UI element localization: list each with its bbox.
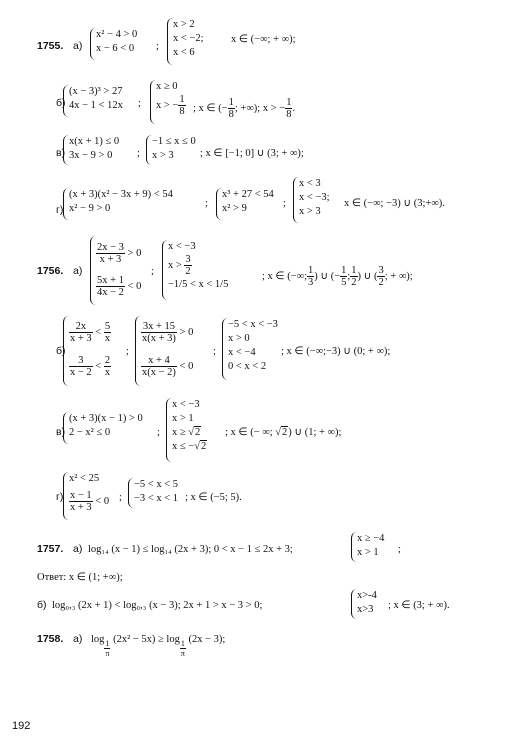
- system: [63, 188, 173, 220]
- answer: x ∈ (−∞; −3) ∪ (3;+∞).: [344, 198, 445, 209]
- system: [63, 412, 143, 444]
- system-line: −1/5 < x < 1/5: [168, 279, 229, 290]
- subpart-label: а): [73, 633, 83, 645]
- system-line: 3x − 9 > 0: [69, 150, 113, 161]
- system-line: x < −3;: [299, 192, 330, 203]
- system-line: x > − $\frac{1}{8}$: [156, 94, 185, 118]
- system-line: (x + 3)(x − 1) > 0: [69, 413, 143, 424]
- system-line: x>3: [357, 604, 374, 615]
- answer: x ∈ (−∞; + ∞);: [231, 34, 296, 45]
- system-line: $\frac{2x - 3}{x + 3}$ > 0: [97, 242, 142, 266]
- system-line: (x + 3)(x² − 3x + 9) < 54: [69, 189, 173, 200]
- problem-number: 1757.: [37, 543, 64, 555]
- system: [90, 236, 141, 305]
- system-line: x < −2;: [173, 33, 204, 44]
- system-line: $\frac{5x + 1}{4x - 2}$ < 0: [97, 275, 142, 299]
- system: [90, 28, 137, 60]
- system: [146, 135, 196, 165]
- separator: ;: [398, 544, 401, 555]
- system-line: 4x − 1 < 12x: [69, 100, 123, 111]
- subpart-label: в): [56, 147, 66, 159]
- problem-number: 1756.: [37, 265, 64, 277]
- subpart-label: г): [56, 491, 64, 503]
- subpart-label: а): [73, 543, 83, 555]
- system: [63, 316, 111, 386]
- subpart-label: б): [56, 97, 66, 109]
- system-line: 0 < x < 2: [228, 361, 267, 372]
- separator: ;: [126, 346, 129, 357]
- system-line: $\frac{3}{x - 2}$ < $\frac{2}{x}$: [70, 355, 111, 379]
- answer: ; x ∈ [−1; 0] ∪ (3; + ∞);: [200, 148, 304, 159]
- problem-number: 1755.: [37, 40, 64, 52]
- system-line: 2 − x² ≤ 0: [69, 427, 111, 438]
- answer-line: Ответ: x ∈ (1; +∞);: [37, 572, 123, 583]
- system: [162, 240, 228, 300]
- system-line: x(x + 1) ≤ 0: [69, 136, 120, 147]
- system-line: x² < 25: [69, 473, 100, 484]
- system-line: x > $\frac{3}{2}$: [168, 254, 191, 278]
- system-line: x < −4: [228, 347, 256, 358]
- answer: ; x ∈ (− $\frac{1}{8}$ ; +∞); x > − $\frac{1}{8}$ .: [193, 97, 296, 120]
- subpart-label: г): [56, 204, 64, 216]
- system-line: x ≥ √2: [172, 427, 201, 438]
- system-line: −5 < x < 5: [134, 479, 179, 490]
- system: [351, 589, 377, 619]
- system: [63, 135, 119, 165]
- separator: ;: [213, 346, 216, 357]
- system-line: −5 < x < −3: [228, 319, 278, 330]
- system-line: −1 ≤ x ≤ 0: [152, 136, 196, 147]
- system-line: x − 6 < 0: [96, 43, 135, 54]
- subpart-label: а): [73, 40, 83, 52]
- problem-number: 1758.: [37, 633, 64, 645]
- system-line: x³ + 27 < 54: [222, 189, 274, 200]
- answer: ; x ∈ (−∞;−3) ∪ (0; + ∞);: [281, 346, 391, 357]
- system-line: $\frac{x + 4}{x(x - 2)}$ < 0: [142, 355, 194, 379]
- system: [135, 316, 193, 386]
- separator: ;: [138, 98, 141, 109]
- separator: ;: [137, 148, 140, 159]
- system-line: x < −3: [168, 241, 196, 252]
- system-line: x ≤ −√2: [172, 441, 207, 452]
- system: [293, 177, 330, 223]
- system: [216, 188, 274, 220]
- system-line: x > 3: [152, 150, 174, 161]
- system-line: x > 0: [228, 333, 250, 344]
- system: [128, 478, 178, 508]
- system-line: (x − 3)³ > 27: [69, 86, 123, 97]
- subpart-label: б): [56, 345, 66, 357]
- system: [166, 398, 207, 462]
- separator: ;: [283, 198, 286, 209]
- solution-text: log $\frac{1}{\pi}$ (2x² − 5x) ≥ log $\frac{1}{\pi}$ (2x − 3);: [91, 634, 226, 658]
- answer: ; x ∈ (−∞; $\frac{1}{3}$ ) ∪ (− $\frac{1}{5}$ ; $\frac{1}{2}$ ) ∪ ( $\frac{3}{2}$ ; + ∞);: [262, 265, 413, 288]
- system: [351, 532, 384, 562]
- separator: ;: [151, 266, 154, 277]
- separator: ;: [119, 492, 122, 503]
- system-line: x > 1: [357, 547, 379, 558]
- system-line: x ≥ −4: [357, 533, 385, 544]
- system-line: x² − 9 > 0: [69, 203, 111, 214]
- separator: ;: [205, 198, 208, 209]
- system: [63, 85, 123, 117]
- system: [150, 80, 186, 124]
- page-number: 192: [12, 720, 31, 732]
- system-line: $\frac{x - 1}{x + 3}$ < 0: [70, 490, 110, 514]
- system-line: x > 2: [173, 19, 195, 30]
- solution-text: log₁₄ (x − 1) ≤ log₁₄ (2x + 3); 0 < x − 1 ≤ 2x + 3;: [88, 544, 293, 555]
- system-line: x ≥ 0: [156, 81, 178, 92]
- system-line: $\frac{3x + 15}{x(x + 3)}$ > 0: [142, 321, 194, 345]
- system-line: x² − 4 > 0: [96, 29, 138, 40]
- system-line: x < 3: [299, 178, 321, 189]
- system-line: x > 1: [172, 413, 194, 424]
- system: [222, 318, 278, 380]
- subpart-label: б): [37, 599, 47, 611]
- answer: ; x ∈ (3; + ∞).: [388, 600, 450, 611]
- system-line: x>-4: [357, 590, 377, 601]
- answer: ; x ∈ (− ∞; √2) ∪ (1; + ∞);: [225, 427, 342, 438]
- system: [167, 18, 204, 65]
- system: [63, 472, 109, 520]
- solution-text: log₀,₃ (2x + 1) < log₀,₃ (x − 3); 2x + 1 > x − 3 > 0;: [52, 600, 263, 611]
- separator: ;: [156, 41, 159, 52]
- system-line: x² > 9: [222, 203, 247, 214]
- separator: ;: [157, 427, 160, 438]
- subpart-label: в): [56, 426, 66, 438]
- system-line: $\frac{2x}{x + 3}$ < $\frac{5}{x}$: [70, 321, 111, 345]
- system-line: x > 3: [299, 206, 321, 217]
- system-line: −3 < x < 1: [134, 493, 179, 504]
- system-line: x < 6: [173, 47, 195, 58]
- answer: ; x ∈ (−5; 5).: [185, 492, 242, 503]
- subpart-label: а): [73, 265, 83, 277]
- system-line: x < −3: [172, 399, 200, 410]
